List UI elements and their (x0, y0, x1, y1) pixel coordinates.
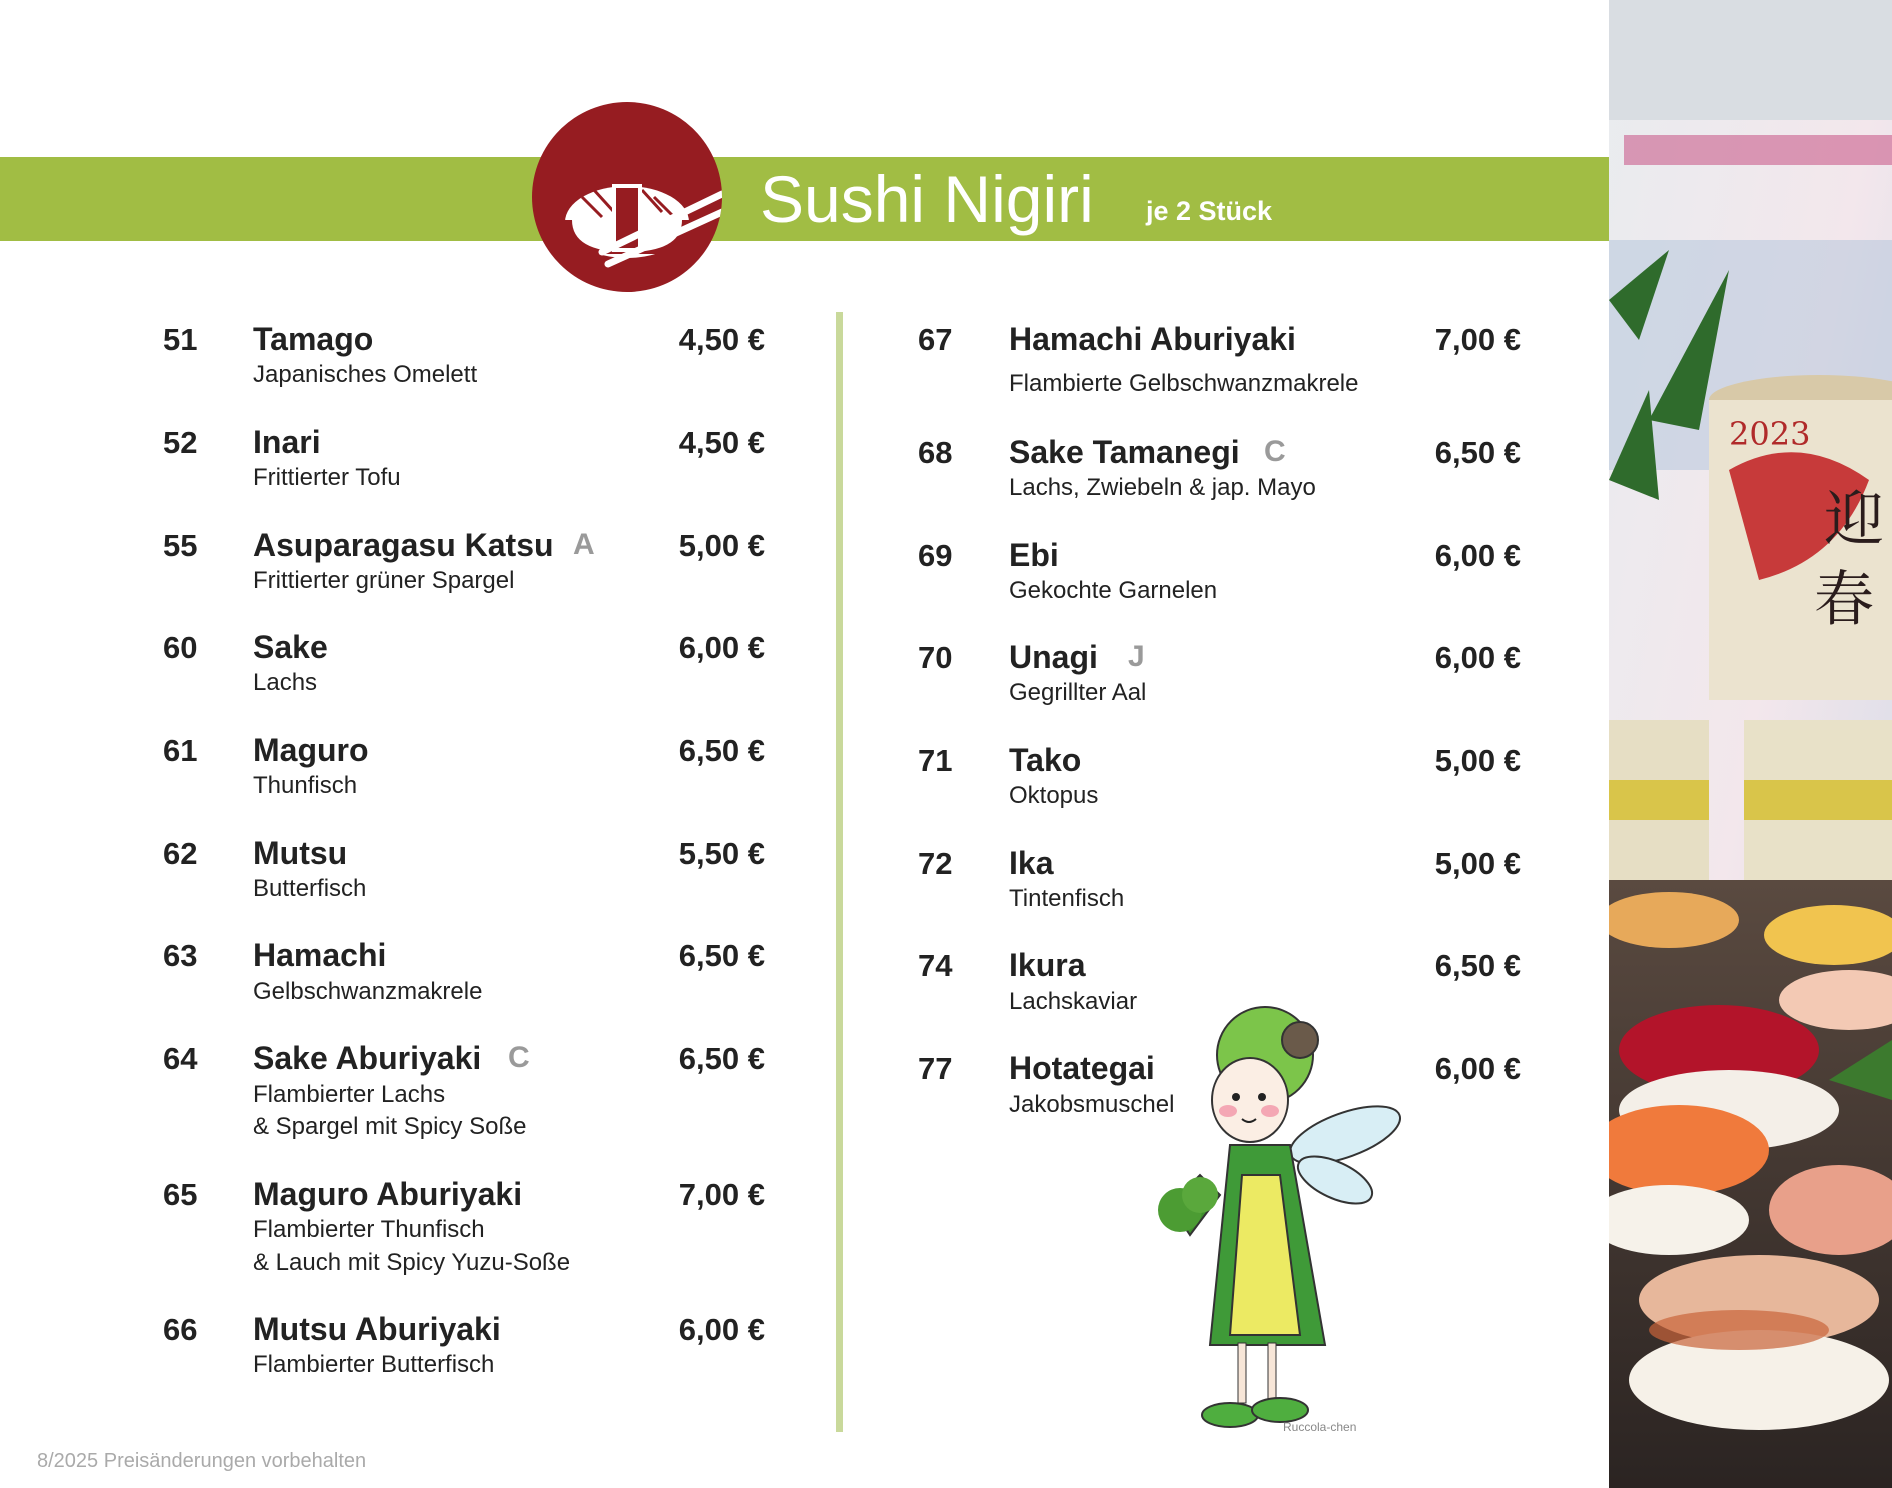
item-name: Unagi (1009, 639, 1098, 675)
svg-text:2023: 2023 (1729, 415, 1811, 453)
item-name: Mutsu Aburiyaki (253, 1311, 501, 1347)
item-number: 61 (163, 733, 198, 768)
sushi-chopsticks-icon (532, 102, 722, 292)
item-description: Frittierter Tofu (253, 464, 401, 491)
item-description: Tintenfisch (1009, 885, 1125, 912)
item-name: Sake Aburiyaki (253, 1040, 482, 1076)
item-name: Tamago (253, 321, 374, 357)
item-description: Oktopus (1009, 782, 1099, 809)
item-price: 5,50 € (678, 836, 765, 871)
item-description: Gekochte Garnelen (1009, 577, 1218, 604)
item-description: Flambierter Thunfisch (253, 1216, 485, 1243)
item-number: 71 (918, 743, 953, 778)
item-name: Sake Tamanegi (1009, 434, 1240, 470)
item-price: 7,00 € (678, 1177, 765, 1212)
item-number: 69 (918, 538, 953, 573)
item-number: 55 (163, 528, 198, 563)
allergen-tag: C (508, 1041, 530, 1074)
price-note: 8/2025 Preisänderungen vorbehalten (37, 1450, 367, 1472)
item-number: 70 (918, 640, 953, 675)
item-number: 67 (918, 322, 953, 357)
item-price: 5,00 € (1434, 846, 1521, 881)
item-number: 62 (163, 836, 198, 871)
item-description: Jakobsmuschel (1009, 1091, 1175, 1118)
item-price: 7,00 € (1434, 322, 1521, 357)
item-price: 6,50 € (1434, 948, 1521, 983)
item-name: Hotategai (1009, 1050, 1155, 1086)
item-number: 51 (163, 322, 198, 357)
page-subtitle: je 2 Stück (1146, 196, 1273, 226)
item-description: Flambierter Butterfisch (253, 1351, 495, 1378)
fairy-mascot-illustration (1150, 1005, 1405, 1440)
item-price: 6,50 € (678, 1041, 765, 1076)
item-name: Tako (1009, 742, 1082, 778)
item-description: Flambierter Lachs (253, 1081, 446, 1108)
item-name: Hamachi (253, 937, 387, 973)
item-description: Gegrillter Aal (1009, 679, 1147, 706)
item-number: 74 (918, 948, 953, 983)
item-number: 68 (918, 435, 953, 470)
item-name: Mutsu (253, 835, 348, 871)
svg-text:春: 春 (1814, 565, 1874, 635)
item-name: Maguro (253, 732, 369, 768)
item-number: 60 (163, 630, 198, 665)
item-description: Butterfisch (253, 875, 367, 902)
item-number: 72 (918, 846, 953, 881)
allergen-tag: A (573, 528, 595, 561)
item-name: Ebi (1009, 537, 1059, 573)
item-description: Lachskaviar (1009, 988, 1138, 1015)
allergen-tag: C (1264, 435, 1286, 468)
sushi-and-sake-barrels-photo (1609, 0, 1892, 1488)
svg-text:迎: 迎 (1824, 485, 1884, 555)
item-price: 6,50 € (678, 733, 765, 768)
page-title: Sushi Nigiri (760, 162, 1094, 236)
mascot-credit: Ruccola-chen (1283, 1420, 1357, 1434)
item-number: 52 (163, 425, 198, 460)
item-price: 6,00 € (678, 1312, 765, 1347)
item-price: 5,00 € (678, 528, 765, 563)
allergen-tag: J (1128, 640, 1145, 673)
item-price: 4,50 € (678, 425, 765, 460)
item-name: Asuparagasu Katsu (253, 527, 554, 563)
item-number: 64 (163, 1041, 198, 1076)
item-number: 66 (163, 1312, 198, 1347)
item-price: 6,00 € (1434, 640, 1521, 675)
item-description-line2: & Spargel mit Spicy Soße (253, 1113, 527, 1140)
item-price: 4,50 € (678, 322, 765, 357)
column-divider (836, 312, 843, 1432)
item-description: Thunfisch (253, 772, 358, 799)
item-description: Flambierte Gelbschwanzmakrele (1009, 370, 1359, 397)
item-name: Inari (253, 424, 321, 460)
item-description-line2: & Lauch mit Spicy Yuzu-Soße (253, 1249, 571, 1276)
item-price: 6,00 € (1434, 538, 1521, 573)
item-number: 63 (163, 938, 198, 973)
item-description: Lachs, Zwiebeln & jap. Mayo (1009, 474, 1316, 501)
item-price: 6,50 € (1434, 435, 1521, 470)
item-price: 6,50 € (678, 938, 765, 973)
item-number: 77 (918, 1051, 953, 1086)
item-price: 6,00 € (678, 630, 765, 665)
item-description: Frittierter grüner Spargel (253, 567, 515, 594)
item-price: 5,00 € (1434, 743, 1521, 778)
item-description: Lachs (253, 669, 318, 696)
item-price: 6,00 € (1434, 1051, 1521, 1086)
item-description: Gelbschwanzmakrele (253, 978, 483, 1005)
item-name: Sake (253, 629, 328, 665)
item-name: Ikura (1009, 947, 1086, 983)
item-description: Japanisches Omelett (253, 361, 478, 388)
item-name: Ika (1009, 845, 1054, 881)
item-number: 65 (163, 1177, 198, 1212)
item-name: Hamachi Aburiyaki (1009, 321, 1296, 357)
item-name: Maguro Aburiyaki (253, 1176, 523, 1212)
